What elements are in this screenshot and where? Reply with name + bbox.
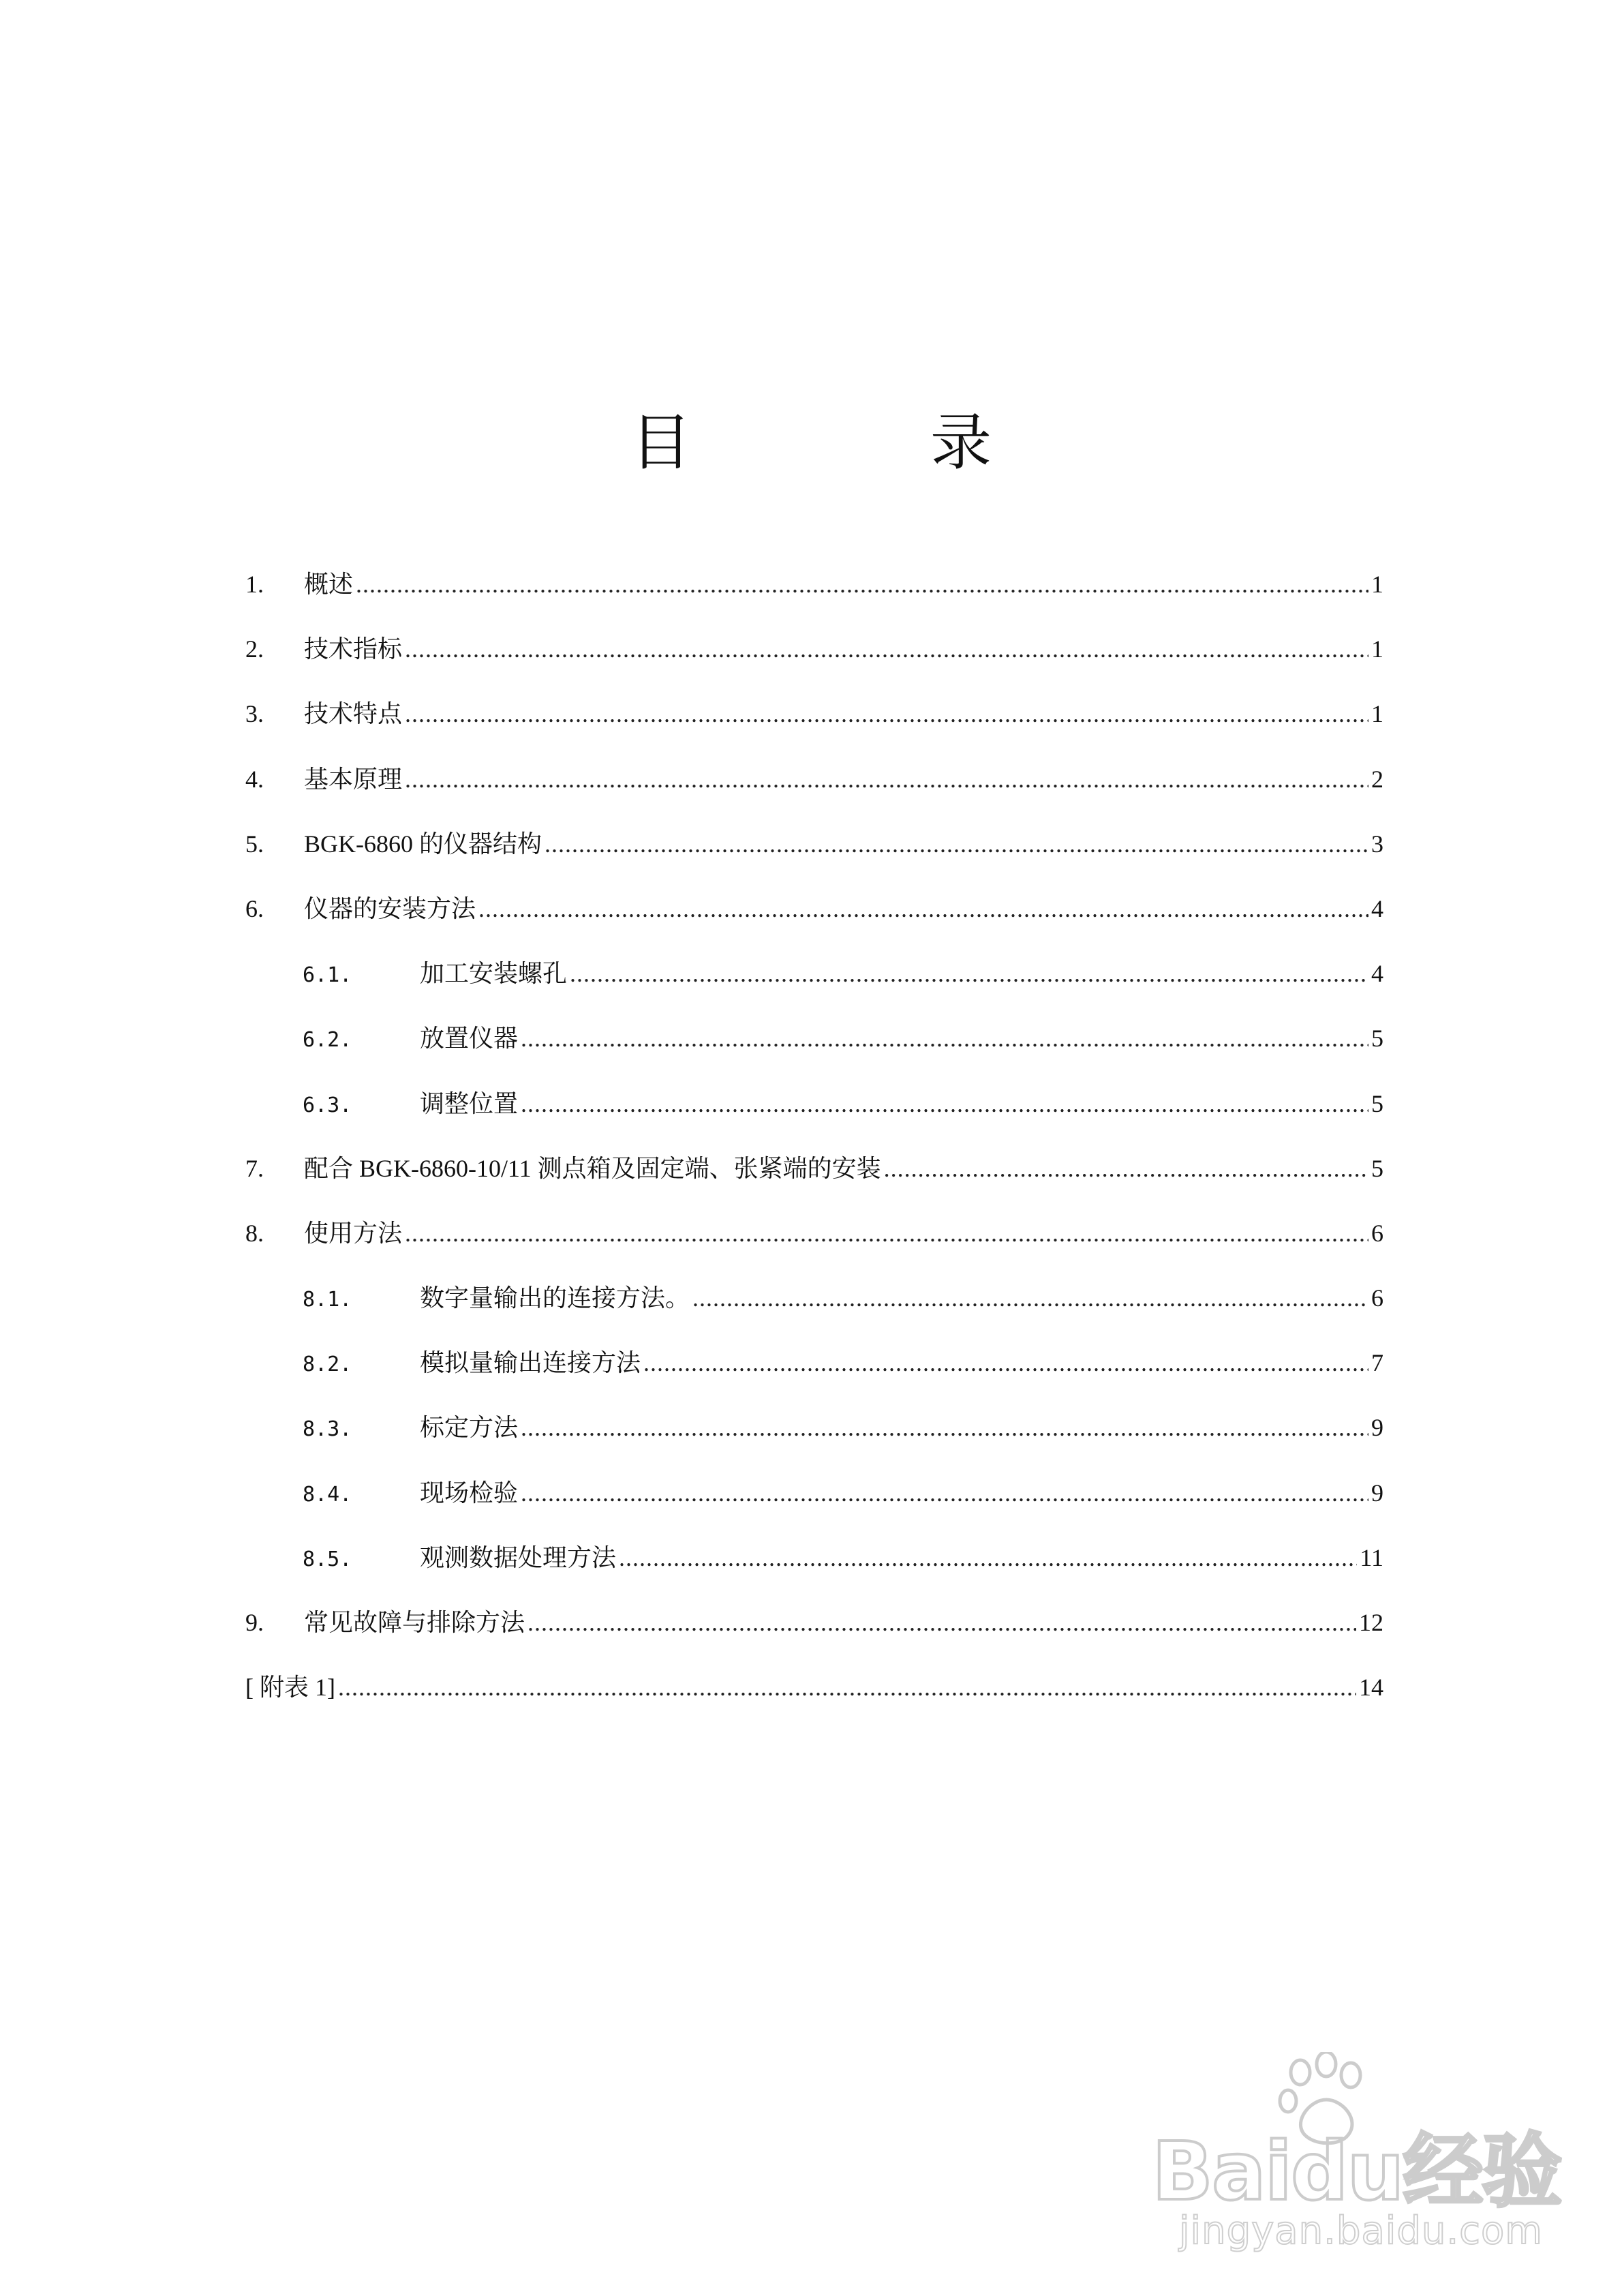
toc-entry-5[interactable]: [245, 812, 1383, 877]
toc-dot-leader: [478, 877, 1368, 941]
toc-dot-leader: [521, 1072, 1368, 1136]
toc-entry-number: 8.2.: [303, 1353, 352, 1377]
toc-entry-8-4[interactable]: [245, 1461, 1383, 1526]
toc-entry-label: 技术特点: [304, 700, 403, 728]
toc-dot-leader: [521, 1006, 1368, 1071]
toc-entry-8-1[interactable]: [245, 1266, 1383, 1331]
toc-entry-page: 7: [1371, 1349, 1383, 1377]
toc-dot-leader: [570, 941, 1368, 1006]
toc-entry-8[interactable]: [245, 1201, 1383, 1266]
toc-entry-page: 5: [1371, 1025, 1383, 1053]
toc-entry-8-2[interactable]: [245, 1331, 1383, 1395]
toc-entry-number: 4.: [245, 765, 264, 793]
watermark-logo-text: Baidu经验: [1152, 2124, 1561, 2218]
toc-entry-label: 标定方法: [420, 1414, 519, 1442]
table-of-contents: [245, 552, 1383, 1720]
toc-entry-2[interactable]: [245, 617, 1383, 682]
toc-dot-leader: [405, 617, 1368, 682]
toc-entry-page: 2: [1371, 765, 1383, 793]
toc-entry-page: 12: [1359, 1609, 1383, 1636]
toc-entry-number: 6.3.: [303, 1093, 352, 1117]
toc-entry-6-3[interactable]: [245, 1072, 1383, 1136]
toc-entry-label: 基本原理: [304, 765, 403, 793]
toc-entry-number: 3.: [245, 700, 264, 728]
toc-entry-6[interactable]: [245, 877, 1383, 941]
toc-entry-page: 1: [1371, 700, 1383, 728]
toc-entry-number: 8.5.: [303, 1547, 352, 1571]
toc-entry-label: 调整位置: [420, 1089, 519, 1117]
toc-entry-number: 9.: [245, 1609, 264, 1636]
toc-entry-number: 8.3.: [303, 1417, 352, 1442]
watermark-url: jingyan.baidu.com: [1179, 2209, 1543, 2253]
toc-entry-number: 1.: [245, 571, 264, 598]
toc-dot-leader: [405, 682, 1368, 746]
toc-dot-leader: [338, 1655, 1356, 1720]
toc-entry-6-2[interactable]: [245, 1006, 1383, 1071]
toc-entry-number: 8.: [245, 1219, 264, 1247]
toc-entry-3[interactable]: [245, 682, 1383, 746]
toc-entry-number: 6.1.: [303, 963, 352, 988]
toc-entry-6-1[interactable]: [245, 941, 1383, 1006]
baidu-jingyan-watermark: [1152, 2052, 1574, 2256]
toc-entry-label: 仪器的安装方法: [304, 894, 476, 922]
toc-dot-leader: [405, 747, 1368, 812]
toc-entry-page: 14: [1359, 1674, 1383, 1702]
toc-entry-page: 5: [1371, 1089, 1383, 1117]
toc-entry-label: BGK-6860 的仪器结构: [304, 830, 542, 858]
toc-entry-page: 5: [1371, 1154, 1383, 1182]
toc-entry-number: 2.: [245, 635, 264, 663]
toc-entry-label: 常见故障与排除方法: [304, 1609, 525, 1636]
toc-entry-8-3[interactable]: [245, 1395, 1383, 1460]
toc-dot-leader: [405, 1201, 1368, 1266]
toc-entry-page: 9: [1371, 1414, 1383, 1442]
toc-dot-leader: [527, 1590, 1356, 1655]
toc-dot-leader: [521, 1395, 1368, 1460]
toc-entry-label: [ 附表 1]: [245, 1674, 335, 1702]
toc-entry-page: 1: [1371, 571, 1383, 598]
toc-entry-label: 加工安装螺孔: [420, 960, 568, 988]
toc-entry-number: 7.: [245, 1154, 264, 1182]
toc-dot-leader: [692, 1266, 1368, 1331]
toc-entry-page: 4: [1371, 894, 1383, 922]
toc-entry-label: 数字量输出的连接方法。: [420, 1284, 690, 1312]
toc-entry-page: 9: [1371, 1479, 1383, 1507]
toc-entry-label: 概述: [304, 571, 354, 598]
toc-entry-page: 11: [1360, 1543, 1383, 1571]
toc-entry-7[interactable]: [245, 1136, 1383, 1201]
toc-dot-leader: [521, 1461, 1368, 1526]
toc-entry-9[interactable]: [245, 1590, 1383, 1655]
toc-entry-page: 4: [1371, 960, 1383, 988]
toc-entry-page: 1: [1371, 635, 1383, 663]
toc-entry-appendix-1[interactable]: [245, 1655, 1383, 1720]
toc-entry-label: 现场检验: [420, 1479, 519, 1507]
toc-entry-label: 使用方法: [304, 1219, 403, 1247]
toc-entry-label: 观测数据处理方法: [420, 1543, 617, 1571]
toc-entry-number: 8.4.: [303, 1482, 352, 1507]
toc-entry-number: 6.: [245, 894, 264, 922]
toc-entry-8-5[interactable]: [245, 1526, 1383, 1590]
toc-dot-leader: [545, 812, 1368, 877]
toc-entry-label: 配合 BGK-6860-10/11 测点箱及固定端、张紧端的安装: [304, 1154, 881, 1182]
toc-entry-number: 5.: [245, 830, 264, 858]
toc-entry-number: 6.2.: [303, 1028, 352, 1053]
toc-dot-leader: [619, 1526, 1357, 1590]
toc-entry-page: 3: [1371, 830, 1383, 858]
page-title: 目 录: [630, 407, 1080, 479]
toc-entry-4[interactable]: [245, 747, 1383, 812]
toc-entry-number: 8.1.: [303, 1288, 352, 1312]
toc-entry-page: 6: [1371, 1219, 1383, 1247]
toc-entry-label: 放置仪器: [420, 1025, 519, 1053]
toc-dot-leader: [884, 1136, 1368, 1201]
toc-entry-label: 技术指标: [304, 635, 403, 663]
toc-entry-label: 模拟量输出连接方法: [420, 1349, 641, 1377]
toc-entry-page: 6: [1371, 1284, 1383, 1312]
toc-dot-leader: [643, 1331, 1368, 1395]
toc-entry-1[interactable]: [245, 552, 1383, 617]
toc-dot-leader: [356, 552, 1368, 617]
